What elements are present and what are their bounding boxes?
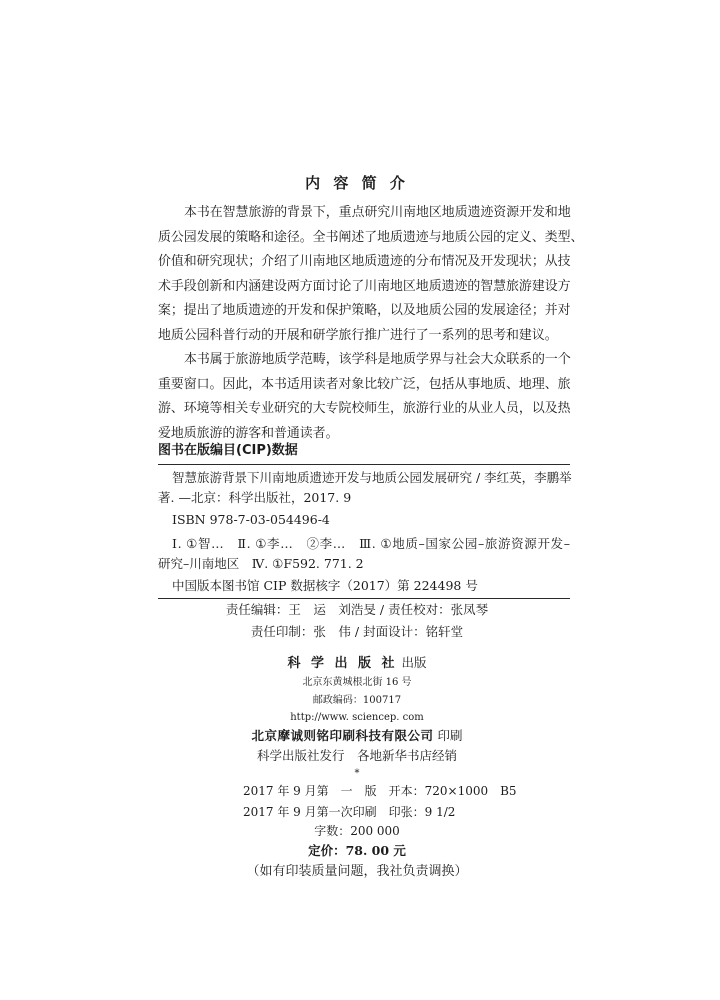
separator-star: * [354, 768, 360, 779]
publisher-address: 北京东黄城根北街 16 号 [302, 677, 412, 688]
quality-notice: （如有印装质量问题，我社负责调换） [246, 864, 468, 879]
editors-credit: 责任编辑：王 运 刘浩旻 / 责任校对：张凤琴 [225, 602, 489, 617]
summary-line: 本书属于旅游地质学范畴，该学科是地质学界与社会大众联系的一个 [184, 352, 571, 367]
summary-line: 质公园发展的策略和途径。全书阐述了地质遗迹与地质公园的定义、类型、 [158, 229, 584, 245]
summary-line: 游、环境等相关专业研究的大专院校师生，旅游行业的从业人员，以及热 [158, 401, 571, 416]
production-credit: 责任印制：张 伟 / 封面设计：铭轩堂 [250, 624, 464, 639]
distribution-line: 科学出版社发行 各地新华书店经销 [256, 748, 457, 763]
cip-line: 著. —北京：科学出版社，2017. 9 [158, 490, 352, 505]
printing-line: 2017 年 9 月第一次印刷 印张：9 1/2 [243, 805, 456, 819]
edition-line: 2017 年 9 月第 一 版 开本：720×1000 B5 [243, 784, 517, 798]
printer-suffix: 印刷 [433, 728, 463, 743]
summary-title: 内 容 简 介 [305, 174, 409, 192]
publisher-line [152, 654, 562, 672]
publisher-website: http://www. sciencep. com [290, 712, 424, 723]
printer-name: 北京摩诚则铭印刷科技有限公司 [251, 728, 434, 743]
printer-line [152, 727, 562, 745]
word-count: 字数：200 000 [314, 824, 400, 838]
publisher-suffix: 出版 [397, 655, 427, 670]
cip-line: 智慧旅游背景下川南地质遗迹开发与地质公园发展研究 / 李红英，李鹏举 [172, 470, 572, 485]
cip-heading: 图书在版编目(CIP)数据 [158, 443, 298, 458]
cip-line: Ⅰ. ①智… Ⅱ. ①李… ②李… Ⅲ. ①地质–国家公园–旅游资源开发– [172, 536, 570, 551]
cip-bottom-rule [158, 598, 570, 599]
summary-line: 价值和研究现状；介绍了川南地区地质遗迹的分布情况及开发现状；从技 [158, 254, 571, 269]
cip-top-rule [158, 464, 570, 465]
cip-isbn: ISBN 978-7-03-054496-4 [172, 512, 330, 527]
summary-line: 案；提出了地质遗迹的开发和保护策略，以及地质公园的发展途径；并对 [158, 303, 571, 318]
publisher-name: 科 学 出 版 社 [287, 656, 398, 671]
summary-line: 重要窗口。因此，本书适用读者对象比较广泛，包括从事地质、地理、旅 [158, 376, 571, 392]
publisher-postcode: 邮政编码：100717 [312, 695, 402, 706]
cip-line: 中国版本图书馆 CIP 数据核字（2017）第 224498 号 [172, 578, 478, 593]
summary-line: 爱地质旅游的游客和普通读者。 [158, 425, 339, 441]
cip-line: 研究–川南地区 Ⅳ. ①F592. 771. 2 [158, 556, 364, 571]
price: 定价：78. 00 元 [308, 843, 406, 858]
summary-line: 术手段创新和内涵建设两方面讨论了川南地区地质遗迹的智慧旅游建设方 [158, 278, 571, 294]
summary-line: 地质公园科普行动的开展和研学旅行推广进行了一系列的思考和建议。 [158, 327, 558, 343]
summary-line: 本书在智慧旅游的背景下，重点研究川南地区地质遗迹资源开发和地 [184, 205, 571, 220]
